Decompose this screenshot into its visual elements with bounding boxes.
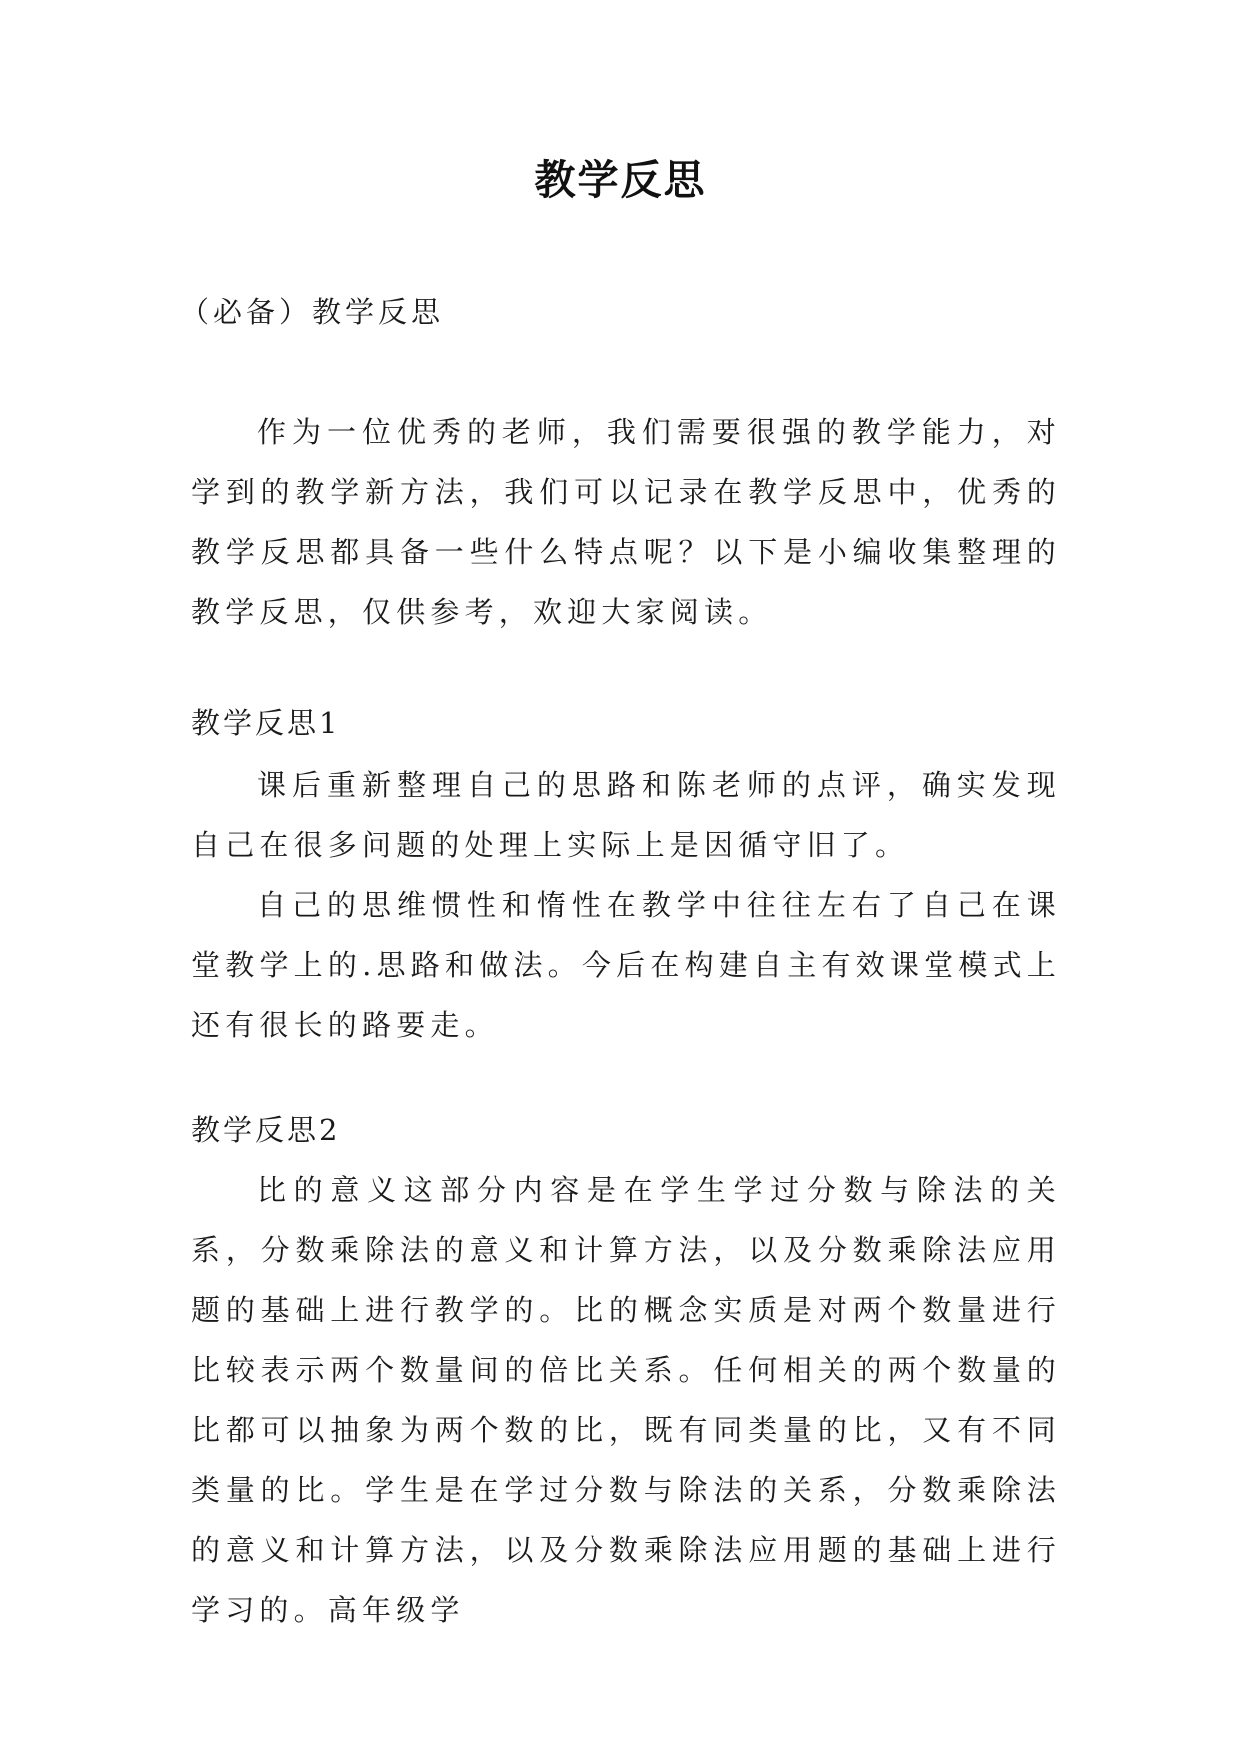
document-subtitle: （必备）教学反思 bbox=[180, 295, 445, 329]
intro-paragraph: 作为一位优秀的老师，我们需要很强的教学能力，对学到的教学新方法，我们可以记录在教学反思中，优秀的教学反思都具备一些什么特点呢？以下是小编收集整理的教学反思，仅供参考，欢迎大家阅读。 bbox=[191, 415, 1061, 629]
section-1-paragraph-2: 自己的思维惯性和惰性在教学中往往左右了自己在课堂教学上的.思路和做法。今后在构建自主有效课堂模式上还有很长的路要走。 bbox=[191, 888, 1061, 1042]
page-title: 教学反思 bbox=[534, 156, 707, 204]
section-heading-1: 教学反思1 bbox=[191, 706, 341, 740]
section-heading-2: 教学反思2 bbox=[191, 1113, 341, 1147]
section-1-paragraph-1: 课后重新整理自己的思路和陈老师的点评，确实发现自己在很多问题的处理上实际上是因循守旧了。 bbox=[191, 768, 1061, 862]
section-2-paragraph-1: 比的意义这部分内容是在学生学过分数与除法的关系，分数乘除法的意义和计算方法，以及分数乘除法应用题的基础上进行教学的。比的概念实质是对两个数量进行比较表示两个数量间的倍比关系。任何相关的两个数量的比都可以抽象为两个数的比，既有同类量的比，又有不同类量的比。学生是在学过分数与除法的关系，分数乘除法的意义和计算方法，以及分数乘除法应用题的基础上进行学习的。高年级学 bbox=[191, 1173, 1061, 1627]
